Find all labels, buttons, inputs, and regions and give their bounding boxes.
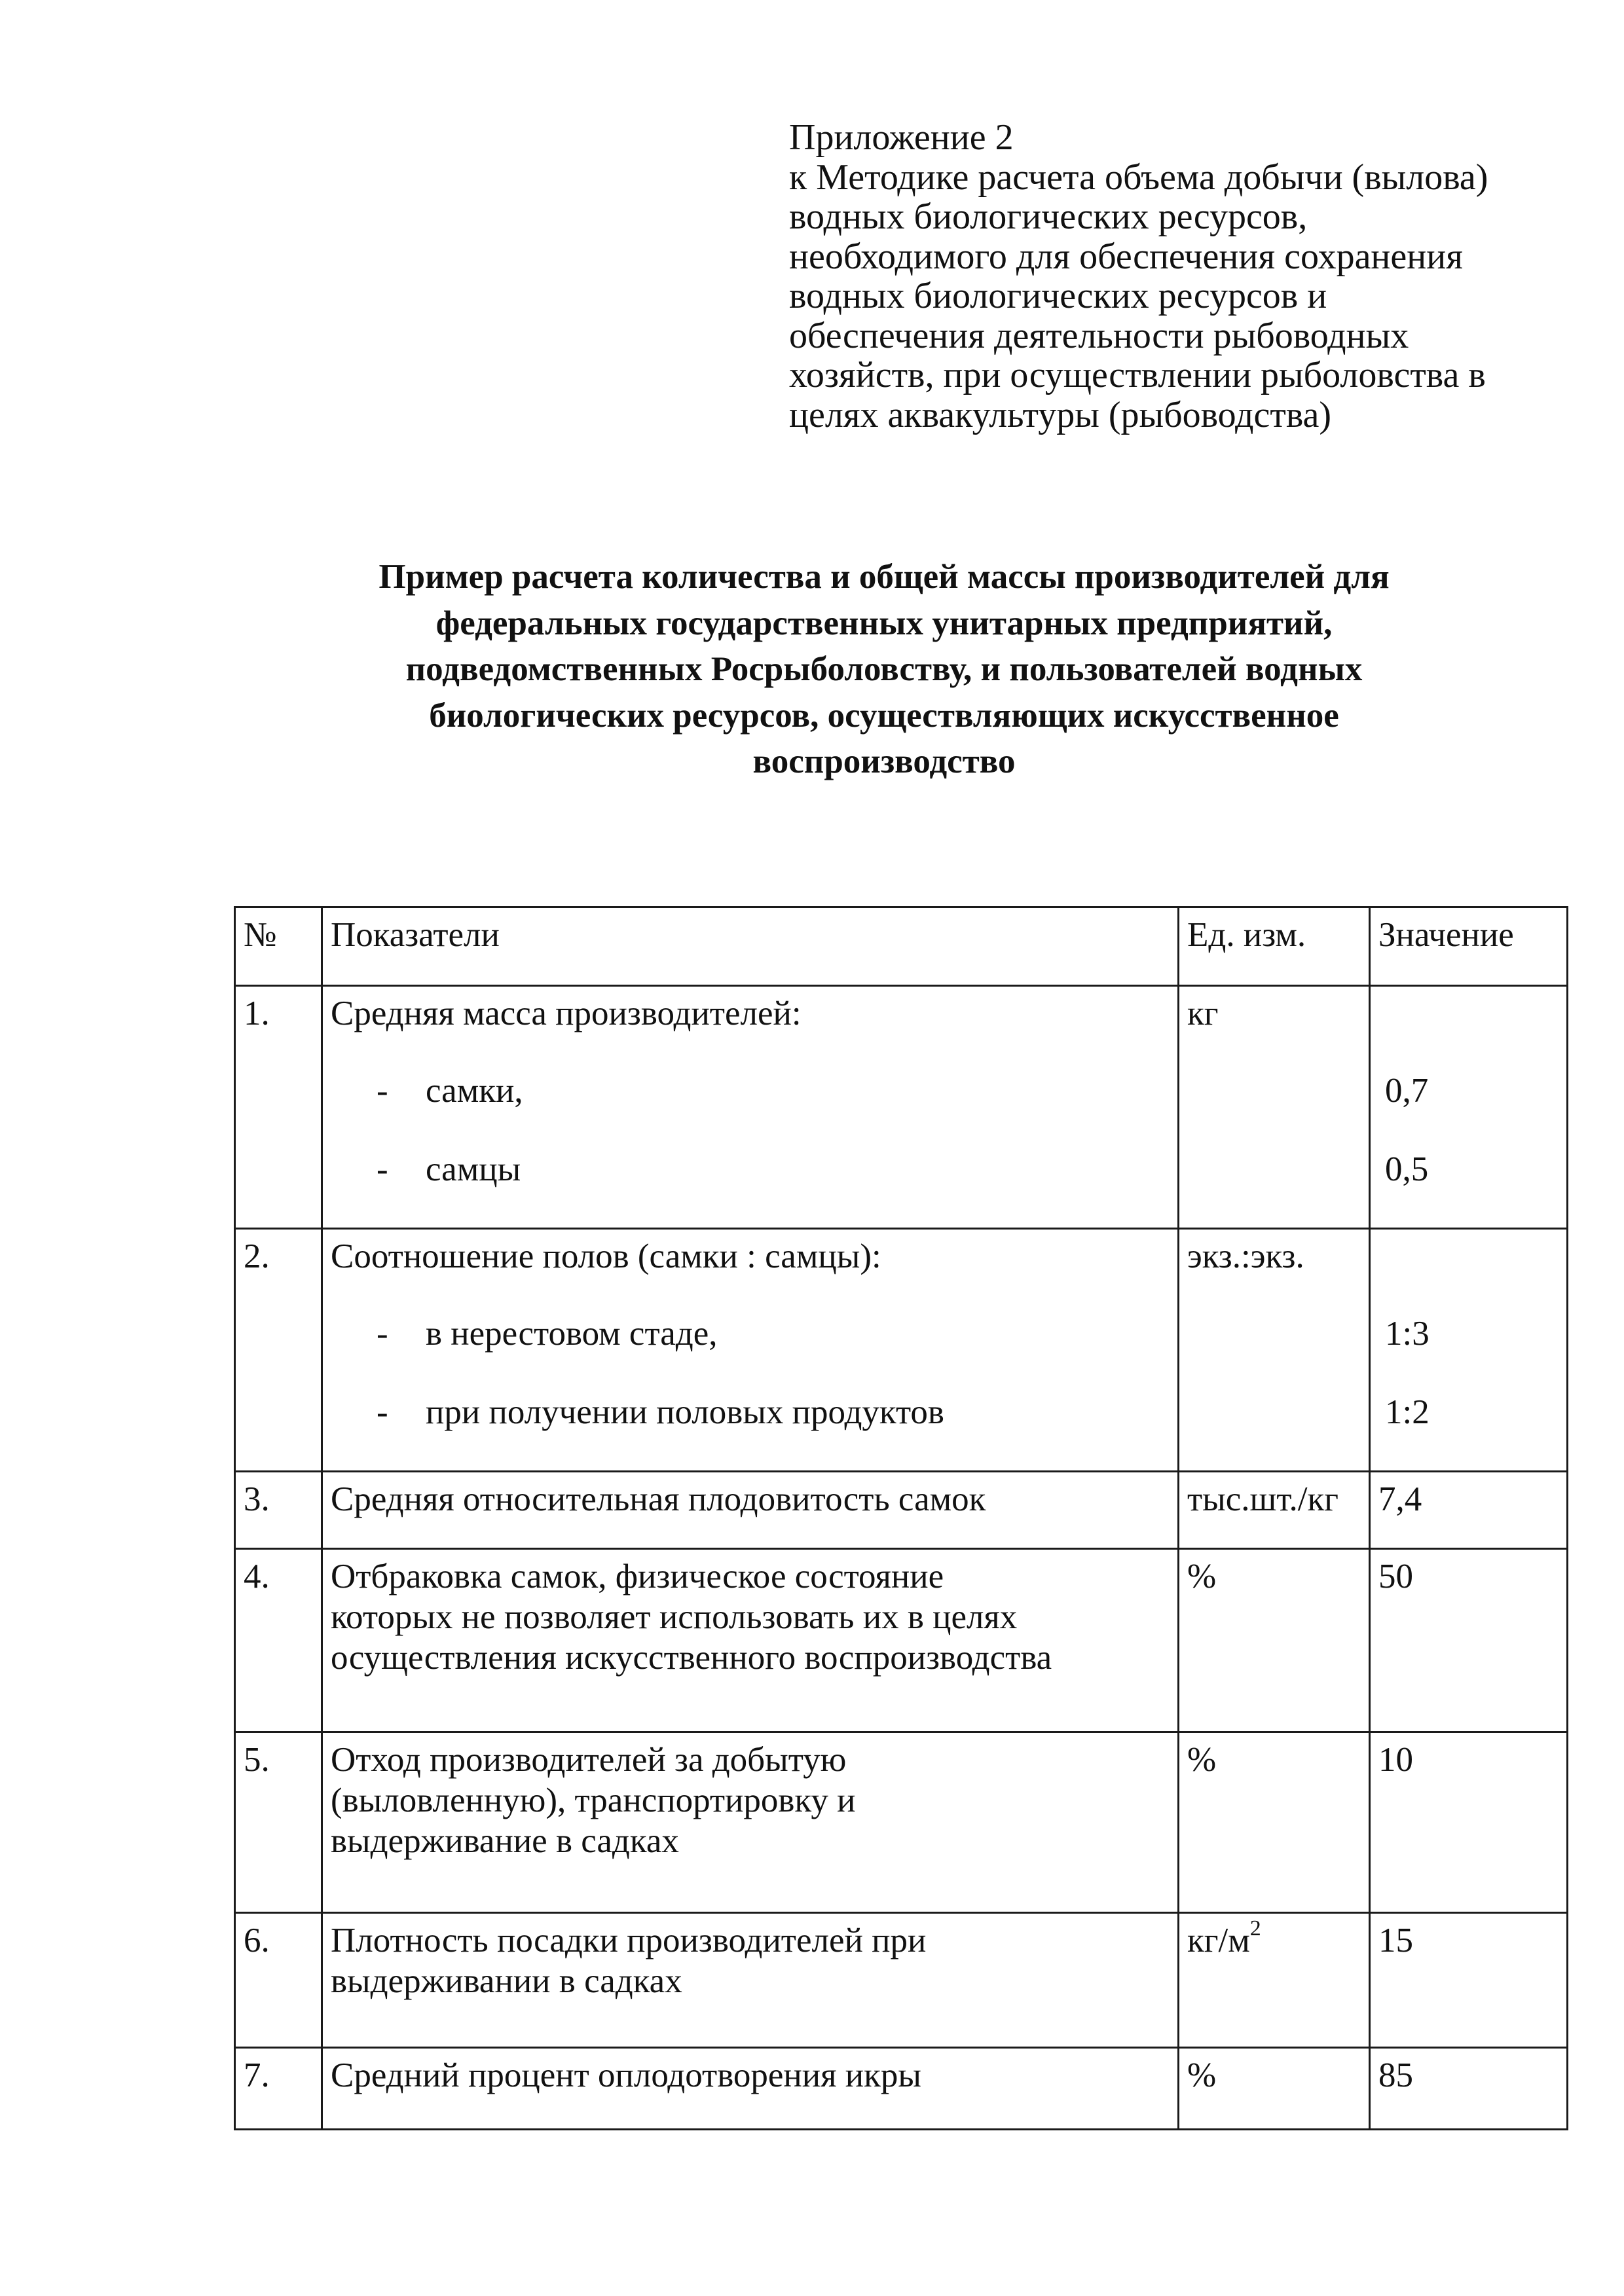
- row-unit: %: [1179, 1732, 1370, 1913]
- indicator-main: Средняя масса производителей:: [331, 994, 802, 1032]
- title-line: федеральных государственных унитарных предприятий,: [435, 604, 1333, 642]
- row-indicator: [322, 1472, 1179, 1549]
- indicator-line: осуществления искусственного воспроизводства: [331, 1639, 1052, 1677]
- row-number: 5.: [235, 1732, 322, 1913]
- row-unit: %: [1179, 1549, 1370, 1732]
- row-value: 10: [1370, 1732, 1568, 1913]
- header-indicator: Показатели: [322, 907, 1179, 986]
- title-line: подведомственных Росрыболовству, и пользователей водных: [405, 650, 1363, 688]
- indicators-table: [234, 906, 1568, 2130]
- table-header-row: [235, 907, 1568, 986]
- row-value: 15: [1370, 1913, 1568, 2048]
- header-unit: Ед. изм.: [1179, 907, 1370, 986]
- row-unit: экз.:экз.: [1179, 1229, 1370, 1472]
- row-values: [1370, 986, 1568, 1229]
- row-value: 7,4: [1370, 1472, 1568, 1549]
- appendix-line: Приложение 2: [789, 117, 1014, 158]
- row-indicator: [322, 1229, 1179, 1472]
- title-line: Пример расчета количества и общей массы производителей для: [378, 558, 1390, 596]
- unit-superscript: 2: [1249, 1916, 1261, 1941]
- subitem-dash: -: [377, 1150, 388, 1188]
- subitem: [331, 1149, 1170, 1228]
- row-values: [1370, 1229, 1568, 1472]
- row-unit: тыс.шт./кг: [1179, 1472, 1370, 1549]
- appendix-line: водных биологических ресурсов,: [789, 196, 1308, 237]
- row-value: 85: [1370, 2048, 1568, 2130]
- subitem-label: самки,: [426, 1072, 523, 1110]
- title-line: воспроизводство: [752, 742, 1016, 780]
- row-indicator: [322, 1549, 1179, 1732]
- indicator-line: выдерживании в садках: [331, 1962, 682, 2000]
- unit-text: кг/м: [1187, 1922, 1250, 1959]
- indicator-line: Отход производителей за добытую: [331, 1741, 847, 1779]
- table-row: [235, 1549, 1568, 1732]
- appendix-caption: [789, 118, 1562, 435]
- indicator-line: (выловленную), транспортировку и: [331, 1781, 856, 1819]
- indicator-line: которых не позволяет использовать их в целях: [331, 1598, 1018, 1636]
- subitem: [331, 1313, 1170, 1392]
- indicator-line: Средняя относительная плодовитость самок: [331, 1480, 986, 1518]
- row-number: 7.: [235, 2048, 322, 2130]
- row-number: 6.: [235, 1913, 322, 2048]
- indicator-line: Отбраковка самок, физическое состояние: [331, 1558, 944, 1595]
- indicator-main: Соотношение полов (самки : самцы):: [331, 1237, 881, 1275]
- subitem-dash: -: [377, 1072, 388, 1110]
- row-indicator: [322, 1913, 1179, 2048]
- table-row: [235, 1229, 1568, 1472]
- row-number: 4.: [235, 1549, 322, 1732]
- table-row: [235, 2048, 1568, 2130]
- indicator-line: Плотность посадки производителей при: [331, 1922, 927, 1959]
- indicator-line: выдерживание в садках: [331, 1822, 679, 1860]
- subitem-dash: -: [377, 1315, 388, 1353]
- header-number: №: [235, 907, 322, 986]
- subitem-dash: -: [377, 1393, 388, 1431]
- document-title: [262, 554, 1506, 785]
- subitem: [331, 1070, 1170, 1149]
- table-row: [235, 1913, 1568, 2048]
- appendix-line: водных биологических ресурсов и: [789, 276, 1327, 316]
- appendix-line: необходимого для обеспечения сохранения: [789, 236, 1463, 277]
- appendix-line: целях аквакультуры (рыбоводства): [789, 394, 1332, 435]
- subitem: [331, 1392, 1170, 1470]
- row-unit: кг: [1179, 986, 1370, 1229]
- row-number: 1.: [235, 986, 322, 1229]
- subitem-value: 0,5: [1385, 1150, 1429, 1188]
- subitem-value: 1:2: [1385, 1393, 1430, 1431]
- subitem-value: 0,7: [1385, 1072, 1429, 1110]
- row-unit: [1179, 1913, 1370, 2048]
- table-row: [235, 1732, 1568, 1913]
- indicator-line: Средний процент оплодотворения икры: [331, 2056, 921, 2094]
- row-unit: %: [1179, 2048, 1370, 2130]
- row-number: 2.: [235, 1229, 322, 1472]
- subitem-label: при получении половых продуктов: [426, 1393, 944, 1431]
- row-indicator: [322, 1732, 1179, 1913]
- subitem-label: самцы: [426, 1150, 521, 1188]
- appendix-line: обеспечения деятельности рыбоводных: [789, 315, 1409, 356]
- subitem-label: в нерестовом стаде,: [426, 1315, 718, 1353]
- row-value: 50: [1370, 1549, 1568, 1732]
- table-row: [235, 1472, 1568, 1549]
- subitem-value: 1:3: [1385, 1315, 1430, 1353]
- appendix-line: хозяйств, при осуществлении рыболовства в: [789, 355, 1486, 395]
- appendix-line: к Методике расчета объема добычи (вылова): [789, 156, 1488, 198]
- title-line: биологических ресурсов, осуществляющих искусственное: [429, 696, 1339, 735]
- row-indicator: [322, 986, 1179, 1229]
- table-row: [235, 986, 1568, 1229]
- row-number: 3.: [235, 1472, 322, 1549]
- row-indicator: [322, 2048, 1179, 2130]
- header-value: Значение: [1370, 907, 1568, 986]
